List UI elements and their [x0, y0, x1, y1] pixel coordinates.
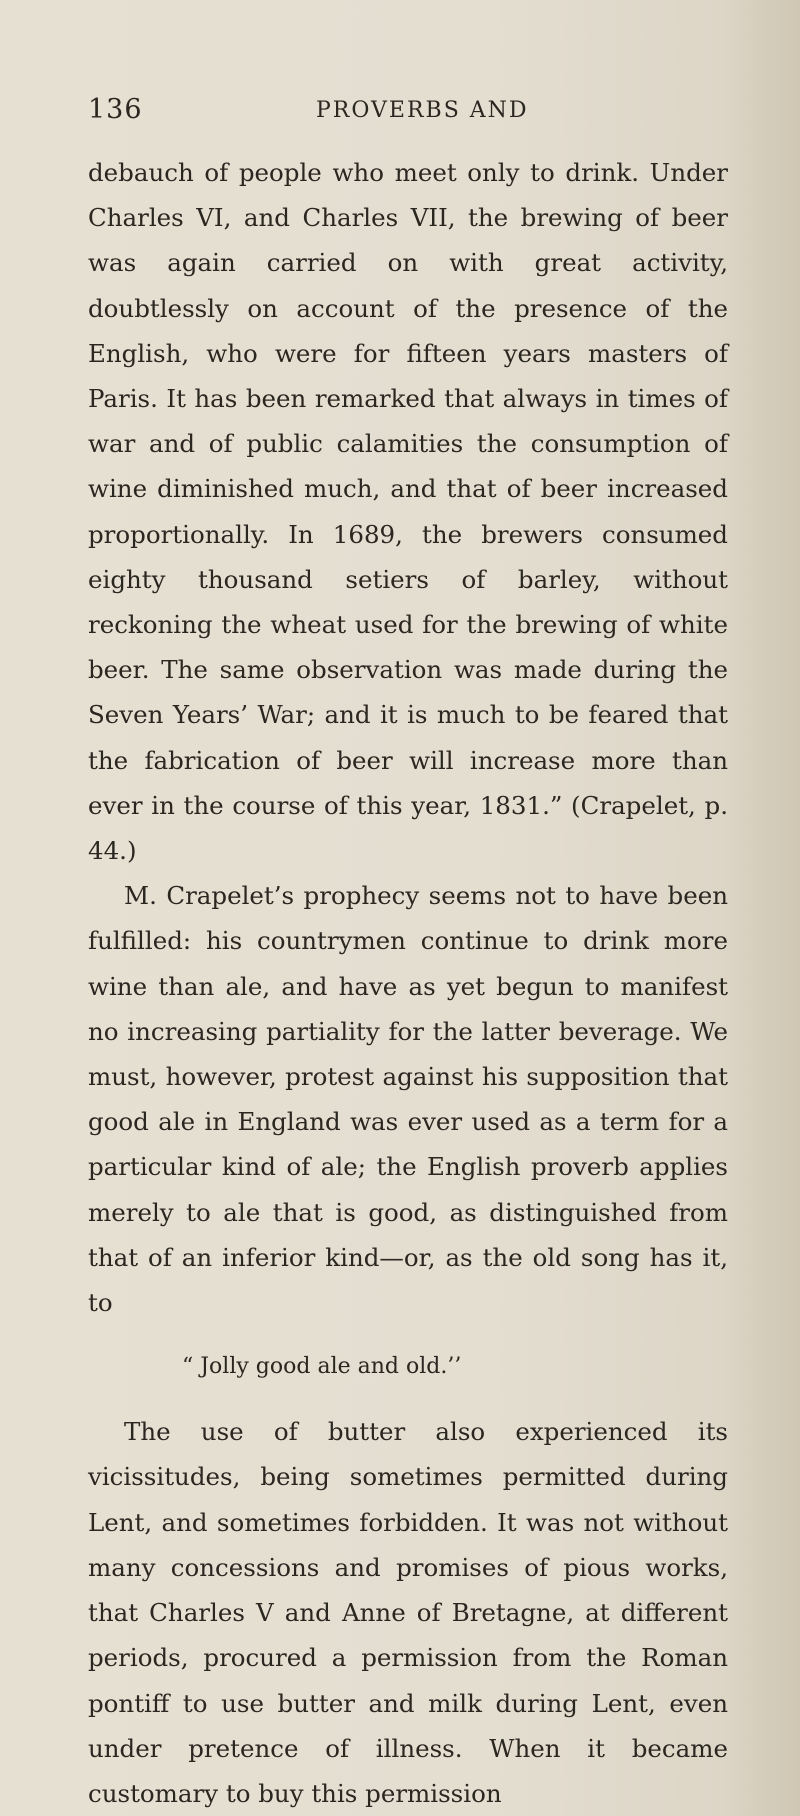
paragraph-1: debauch of people who meet only to drink. Under Charles VI, and Charles VII, the brewing of beer was again carried on with great activity, doubtlessly on account of the presence of the English, who were for fifteen years masters of Paris. It has been remarked that always in times of war and of public calamities the consumption of wine diminished much, and that of beer increased proportionally. In 1689, the brewers consumed eighty thousand setiers of barley, without reckoning the wheat used for the brewing of white beer. The same observation was made during the Seven Years’ War; and it is much to be feared that the fabrication of beer will increase more than ever in the course of this year, 1831.” (Crapelet, p. 44.) — [88, 158, 728, 866]
page-number: 136 — [88, 94, 143, 125]
paragraph-2: M. Crapelet’s prophecy seems not to have been fulfilled: his countrymen continue to drink more wine than ale, and have as yet begun to manifest no increasing partiality for the latter beverage. We must, however, protest against his supposition that good ale in England was ever used as a term for a particular kind of ale; the English proverb applies merely to ale that is good, as distinguished from that of an inferior kind—or, as the old song has it, to — [88, 881, 728, 1318]
page-header — [88, 94, 728, 134]
paragraph-3: The use of butter also experienced its vicissitudes, being sometimes permitted during Lent, and sometimes forbidden. It was not without many concessions and promises of pious works, that Charles V and Anne of Bretagne, at different periods, procured a permission from the Roman pontiff to use butter and milk during Lent, even under pretence of illness. When it became customary to buy this permission — [88, 1417, 728, 1808]
running-head: PROVERBS AND — [316, 98, 529, 123]
verse-quote: “ Jolly good ale and old.’’ — [182, 1354, 462, 1380]
body-text — [88, 150, 728, 1816]
